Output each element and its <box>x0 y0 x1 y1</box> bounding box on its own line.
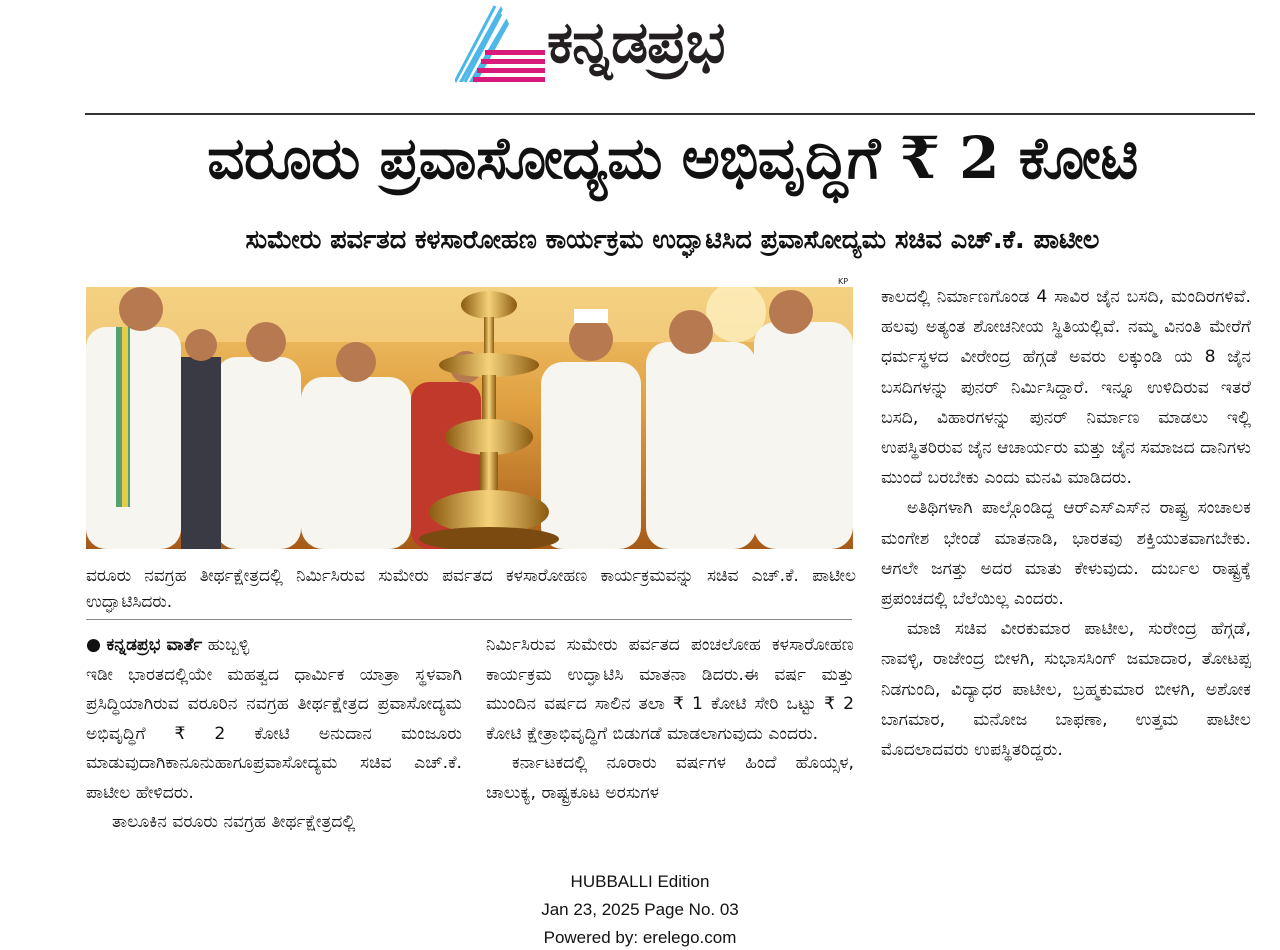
caption-divider <box>86 619 852 620</box>
article-subheadline: ಸುಮೇರು ಪರ್ವತದ ಕಳಸಾರೋಹಣ ಕಾರ್ಯಕ್ರಮ ಉದ್ಘಾಟಿಸಿದ ಪ್ರವಾಸೋದ್ಯಮ ಸಚಿವ ಎಚ್.ಕೆ. ಪಾಟೀಲ <box>245 225 1100 255</box>
article-paragraph: ಮಾಜಿ ಸಚಿವ ವೀರಕುಮಾರ ಪಾಟೀಲ, ಸುರೇಂದ್ರ ಹೆಗ್ಗಡೆ, ನಾವಳ್ಳಿ, ರಾಜೇಂದ್ರ ಬೀಳಗಿ, ಸುಭಾಸಸಿಂಗ್ ಜಮಾದಾರ, ತೋಟಪ್ಪ ನಿಡಗುಂದಿ, ವಿದ್ಯಾಧರ ಪಾಟೀಲ, ಬ್ರಹ್ಮಕುಮಾರ ಬೀಳಗಿ, ಅಶೋಕ ಬಾಗಮಾರ, ಮನೋಜ ಬಾಫಣಾ, ಉತ್ತಮ ಪಾಟೀಲ ಮೊದಲಾದವರು ಉಪಸ್ಥಿತರಿದ್ದರು. <box>881 619 1251 761</box>
article-paragraph: ತಾಲೂಕಿನ ವರೂರು ನವಗ್ರಹ ತೀರ್ಥಕ್ಷೇತ್ರದಲ್ಲಿ <box>112 812 356 832</box>
article-column-1 <box>86 631 462 838</box>
masthead-divider <box>85 113 1255 115</box>
article-column-2 <box>486 631 854 808</box>
article-paragraph: ಇಡೀ ಭಾರತದಲ್ಲಿಯೇ ಮಹತ್ವದ ಧಾರ್ಮಿಕ ಯಾತ್ರಾ ಸ್ಥಳವಾಗಿ ಪ್ರಸಿದ್ಧಿಯಾಗಿರುವ ವರೂರಿನ ನವಗ್ರಹ ತೀರ್ಥಕ್ಷೇತ್ರದ ಪ್ರವಾಸೋದ್ಯಮ ಅಭಿವೃದ್ಧಿಗೆ ₹ 2 ಕೋಟಿ ಅನುದಾನ ಮಂಜೂರು ಮಾಡುವುದಾಗಿಕಾನೂನುಹಾಗೂಪ್ರವಾಸೋದ್ಯಮ ಸಚಿವ ಎಚ್.ಕೆ. ಪಾಟೀಲ ಹೇಳಿದರು. <box>86 664 462 803</box>
article-paragraph: ನಿರ್ಮಿಸಿರುವ ಸುಮೇರು ಪರ್ವತದ ಪಂಚಲೋಹ ಕಳಸಾರೋಹಣ ಕಾರ್ಯಕ್ರಮ ಉದ್ಘಾಟಿಸಿ ಮಾತನಾ ಡಿದರು.ಈ ವರ್ಷ ಮತ್ತು ಮುಂದಿನ ವರ್ಷದ ಸಾಲಿನ ತಲಾ ₹ 1 ಕೋಟಿ ಸೇರಿ ಒಟ್ಟು ₹ 2 ಕೋಟಿ ಕ್ಷೇತ್ರಾಭಿವೃದ್ಧಿಗೆ ಬಿಡುಗಡೆ ಮಾಡಲಾಗುವುದು ಎಂದರು. <box>486 635 854 744</box>
article-headline: ವರೂರು ಪ್ರವಾಸೋದ್ಯಮ ಅಭಿವೃದ್ಧಿಗೆ ₹ 2 ಕೋಟಿ <box>207 124 1138 192</box>
article-column-3 <box>881 282 1251 765</box>
byline-place: ಹುಬ್ಬಳ್ಳಿ <box>207 635 250 655</box>
powered-by-label: Powered by: erelego.com <box>543 928 737 947</box>
edition-label: HUBBALLI Edition <box>570 872 710 891</box>
byline-brand: ಕನ್ನಡಪ್ರಭ ವಾರ್ತೆ <box>106 635 203 655</box>
byline <box>86 631 462 661</box>
byline-bullet-icon: ● <box>86 635 101 655</box>
article-paragraph: ಕರ್ನಾಟಕದಲ್ಲಿ ನೂರಾರು ವರ್ಷಗಳ ಹಿಂದೆ ಹೊಯ್ಸಳ, ಚಾಲುಕ್ಯ, ರಾಷ್ಟ್ರಕೂಟ ಅರಸುಗಳ <box>486 753 854 803</box>
masthead <box>455 2 835 102</box>
date-page-label: Jan 23, 2025 Page No. 03 <box>541 900 739 919</box>
event-photo <box>86 287 853 549</box>
newspaper-brand-title: ಕನ್ನಡಪ್ರಭ <box>547 8 725 76</box>
photo-credit: KP <box>838 277 849 286</box>
article-paragraph: ಅತಿಥಿಗಳಾಗಿ ಪಾಲ್ಗೊಂಡಿದ್ದ ಆರ್‌ಎಸ್‌ಎಸ್‌ನ ರಾಷ್ಟ್ರ ಸಂಚಾಲಕ ಮಂಗೇಶ ಭೇಂಡೆ ಮಾತನಾಡಿ, ಭಾರತವು ಶಕ್ತಿಯುತವಾಗಬೇಕು. ಆಗಲೇ ಜಗತ್ತು ಅದರ ಮಾತು ಕೇಳುವುದು. ದುರ್ಬಲ ರಾಷ್ಟ್ರಕ್ಕೆ ಪ್ರಪಂಚದಲ್ಲಿ ಬೆಲೆಯಿಲ್ಲ ಎಂದರು. <box>881 498 1251 610</box>
kannadaprabha-logo-icon <box>455 4 547 86</box>
article-paragraph: ಕಾಲದಲ್ಲಿ ನಿರ್ಮಾಣಗೊಂಡ 4 ಸಾವಿರ ಜೈನ ಬಸದಿ, ಮಂದಿರಗಳಿವೆ. ಹಲವು ಅತ್ಯಂತ ಶೋಚನೀಯ ಸ್ಥಿತಿಯಲ್ಲಿವೆ. ನಮ್ಮ ವಿನಂತಿ ಮೇರೆಗೆ ಧರ್ಮಸ್ಥಳದ ವೀರೇಂದ್ರ ಹೆಗ್ಗಡೆ ಅವರು ಲಕ್ಕುಂಡಿ ಯ 8 ಜೈನ ಬಸದಿಗಳನ್ನು ಪುನರ್ ನಿರ್ಮಿಸಿದ್ದಾರೆ. ಇನ್ನೂ ಉಳಿದಿರುವ ಇತರೆ ಬಸದಿ, ವಿಹಾರಗಳನ್ನು ಪುನರ್ ನಿರ್ಮಾಣ ಮಾಡಲು ಇಲ್ಲಿ ಉಪಸ್ಥಿತರಿರುವ ಜೈನ ಆಚಾರ್ಯರು ಮತ್ತು ಜೈನ ಸಮಾಜದ ದಾನಿಗಳು ಮುಂದೆ ಬರಬೇಕು ಎಂದು ಮನವಿ ಮಾಡಿದರು. <box>881 287 1251 489</box>
event-photo-illustration <box>86 287 853 549</box>
photo-caption: ವರೂರು ನವಗ್ರಹ ತೀರ್ಥಕ್ಷೇತ್ರದಲ್ಲಿ ನಿರ್ಮಿಸಿರುವ ಸುಮೇರು ಪರ್ವತದ ಕಳಸಾರೋಹಣ ಕಾರ್ಯಕ್ರಮವನ್ನು ಸಚಿವ ಎಚ್.ಕೆ. ಪಾಟೀಲ ಉದ್ಘಾಟಿಸಿದರು. <box>86 566 856 612</box>
